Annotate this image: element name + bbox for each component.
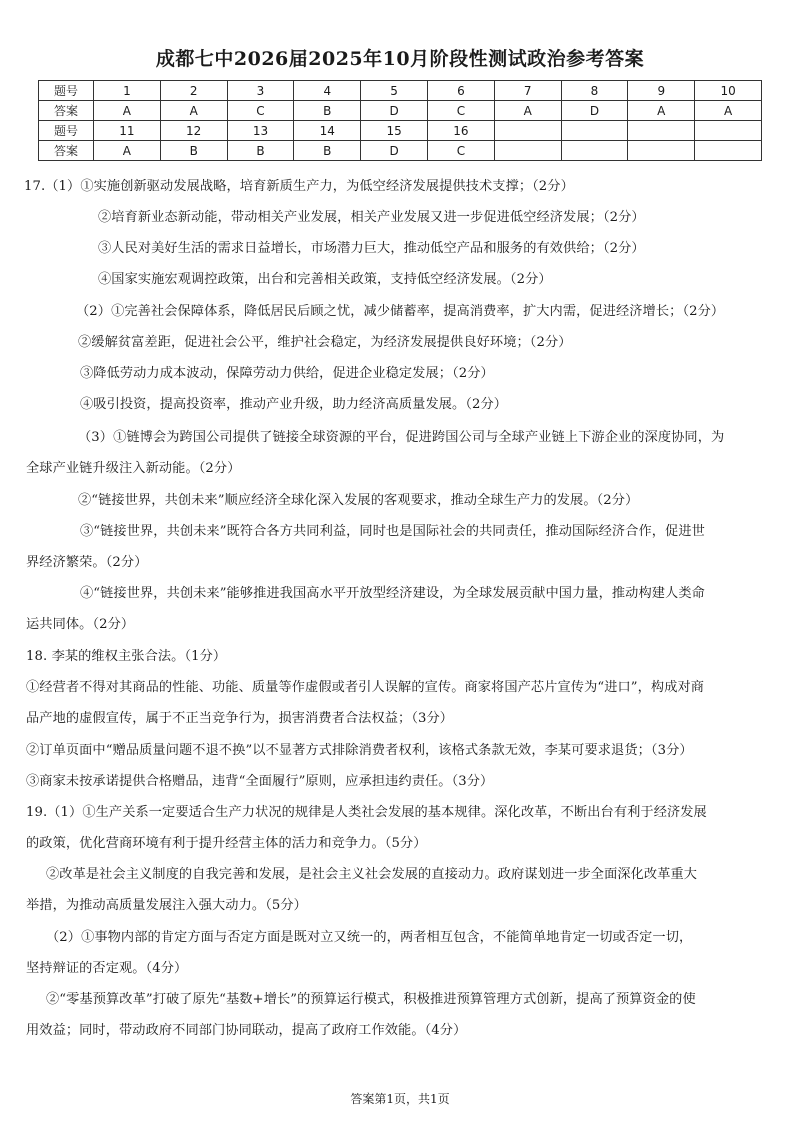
row-header: 答案 — [39, 101, 94, 121]
answer-line: 全球产业链升级注入新动能。（2分） — [26, 461, 241, 476]
table-cell: A — [695, 101, 762, 121]
row-header: 题号 — [39, 121, 94, 141]
table-cell: B — [227, 141, 294, 161]
answer-line: ③“链接世界，共创未来”既符合各方共同利益，同时也是国际社会的共同责任，推动国际经济合作，促进世 — [80, 524, 705, 539]
answer-line: 17.（1）①实施创新驱动发展战略，培育新质生产力，为低空经济发展提供技术支撑；（2分） — [24, 179, 574, 194]
table-cell — [494, 141, 561, 161]
table-cell: C — [427, 101, 494, 121]
answer-line: ④“链接世界，共创未来”能够推进我国高水平开放型经济建设，为全球发展贡献中国力量，推动构建人类命 — [80, 586, 705, 601]
table-cell — [695, 141, 762, 161]
answer-line: ③降低劳动力成本波动，保障劳动力供给，促进企业稳定发展；（2分） — [80, 366, 494, 381]
table-cell — [561, 141, 628, 161]
answer-line: ②订单页面中“赠品质量问题不退不换”以不显著方式排除消费者权利，该格式条款无效，李某可要求退货；（3分） — [26, 743, 693, 758]
table-cell: 15 — [361, 121, 428, 141]
table-cell — [628, 121, 695, 141]
answer-line: ②“链接世界，共创未来”顺应经济全球化深入发展的客观要求，推动全球生产力的发展。（2分） — [78, 493, 639, 508]
table-cell: D — [561, 101, 628, 121]
table-row — [39, 81, 762, 101]
table-cell: 1 — [94, 81, 161, 101]
table-cell: 16 — [427, 121, 494, 141]
table-row — [39, 121, 762, 141]
table-cell: B — [294, 101, 361, 121]
table-cell: 9 — [628, 81, 695, 101]
table-cell: 14 — [294, 121, 361, 141]
row-header: 答案 — [39, 141, 94, 161]
table-cell: 11 — [94, 121, 161, 141]
answer-line: 运共同体。（2分） — [26, 617, 135, 632]
table-cell: 6 — [427, 81, 494, 101]
table-cell: D — [361, 141, 428, 161]
table-cell: A — [160, 101, 227, 121]
table-cell: 10 — [695, 81, 762, 101]
answer-line: 18. 李某的维权主张合法。（1分） — [26, 649, 227, 664]
answer-line: ③商家未按承诺提供合格赠品，违背“全面履行”原则，应承担违约责任。（3分） — [26, 774, 494, 789]
page-footer: 答案第1页，共1页 — [350, 1092, 450, 1106]
table-row — [39, 141, 762, 161]
answer-line: 坚持辩证的否定观。（4分） — [26, 961, 188, 976]
table-cell: 2 — [160, 81, 227, 101]
table-cell — [628, 141, 695, 161]
table-row — [39, 101, 762, 121]
table-cell: B — [160, 141, 227, 161]
answer-line: ②培育新业态新动能，带动相关产业发展，相关产业发展又进一步促进低空经济发展；（2分） — [98, 210, 645, 225]
row-header: 题号 — [39, 81, 94, 101]
answer-line: 的政策，优化营商环境有利于提升经营主体的活力和竞争力。（5分） — [26, 836, 427, 851]
table-cell: A — [494, 101, 561, 121]
answer-line: 品产地的虚假宣传，属于不正当竞争行为，损害消费者合法权益；（3分） — [26, 711, 454, 726]
table-cell: B — [294, 141, 361, 161]
answer-line: 19.（1）①生产关系一定要适合生产力状况的规律是人类社会发展的基本规律。深化改革，不断出台有利于经济发展 — [26, 805, 707, 820]
answer-line: （3）①链博会为跨国公司提供了链接全球资源的平台，促进跨国公司与全球产业链上下游企业的深度协同，为 — [78, 430, 725, 445]
answer-line: ①经营者不得对其商品的性能、功能、质量等作虚假或者引人误解的宣传。商家将国产芯片宣传为“进口”，构成对商 — [26, 680, 705, 695]
table-cell: 8 — [561, 81, 628, 101]
table-cell: 13 — [227, 121, 294, 141]
table-cell: 7 — [494, 81, 561, 101]
table-cell — [561, 121, 628, 141]
answer-table — [38, 80, 762, 161]
table-cell: D — [361, 101, 428, 121]
answer-line: ④吸引投资，提高投资率，推动产业升级，助力经济高质量发展。（2分） — [80, 397, 508, 412]
answer-line: ②改革是社会主义制度的自我完善和发展，是社会主义社会发展的直接动力。政府谋划进一步全面深化改革重大 — [46, 867, 698, 882]
table-cell: C — [427, 141, 494, 161]
table-cell: C — [227, 101, 294, 121]
answer-line: ②“零基预算改革”打破了原先“基数+增长”的预算运行模式，积极推进预算管理方式创新，提高了预算资金的使 — [46, 992, 696, 1007]
answer-line: 界经济繁荣。（2分） — [26, 555, 148, 570]
table-cell: A — [94, 141, 161, 161]
table-cell: 5 — [361, 81, 428, 101]
answer-line: （2）①事物内部的肯定方面与否定方面是既对立又统一的，两者相互包含，不能简单地肯定一切或否定一切， — [46, 930, 693, 945]
answer-line: ②缓解贫富差距，促进社会公平，维护社会稳定，为经济发展提供良好环境；（2分） — [78, 335, 572, 350]
table-cell: A — [628, 101, 695, 121]
answer-line: （2）①完善社会保障体系，降低居民后顾之忧，减少储蓄率，提高消费率，扩大内需，促进经济增长；（2分） — [76, 304, 725, 319]
table-cell — [494, 121, 561, 141]
table-cell — [695, 121, 762, 141]
answer-line: 用效益；同时，带动政府不同部门协同联动，提高了政府工作效能。（4分） — [26, 1023, 467, 1038]
table-cell: 4 — [294, 81, 361, 101]
answer-line: 举措，为推动高质量发展注入强大动力。（5分） — [26, 898, 307, 913]
answer-line: ③人民对美好生活的需求日益增长，市场潜力巨大，推动低空产品和服务的有效供给；（2分） — [98, 241, 645, 256]
table-cell: 3 — [227, 81, 294, 101]
table-cell: A — [94, 101, 161, 121]
table-cell: 12 — [160, 121, 227, 141]
answer-line: ④国家实施宏观调控政策，出台和完善相关政策，支持低空经济发展。（2分） — [98, 272, 552, 287]
page-title: 成都七中2026届2025年10月阶段性测试政治参考答案 — [155, 48, 645, 70]
